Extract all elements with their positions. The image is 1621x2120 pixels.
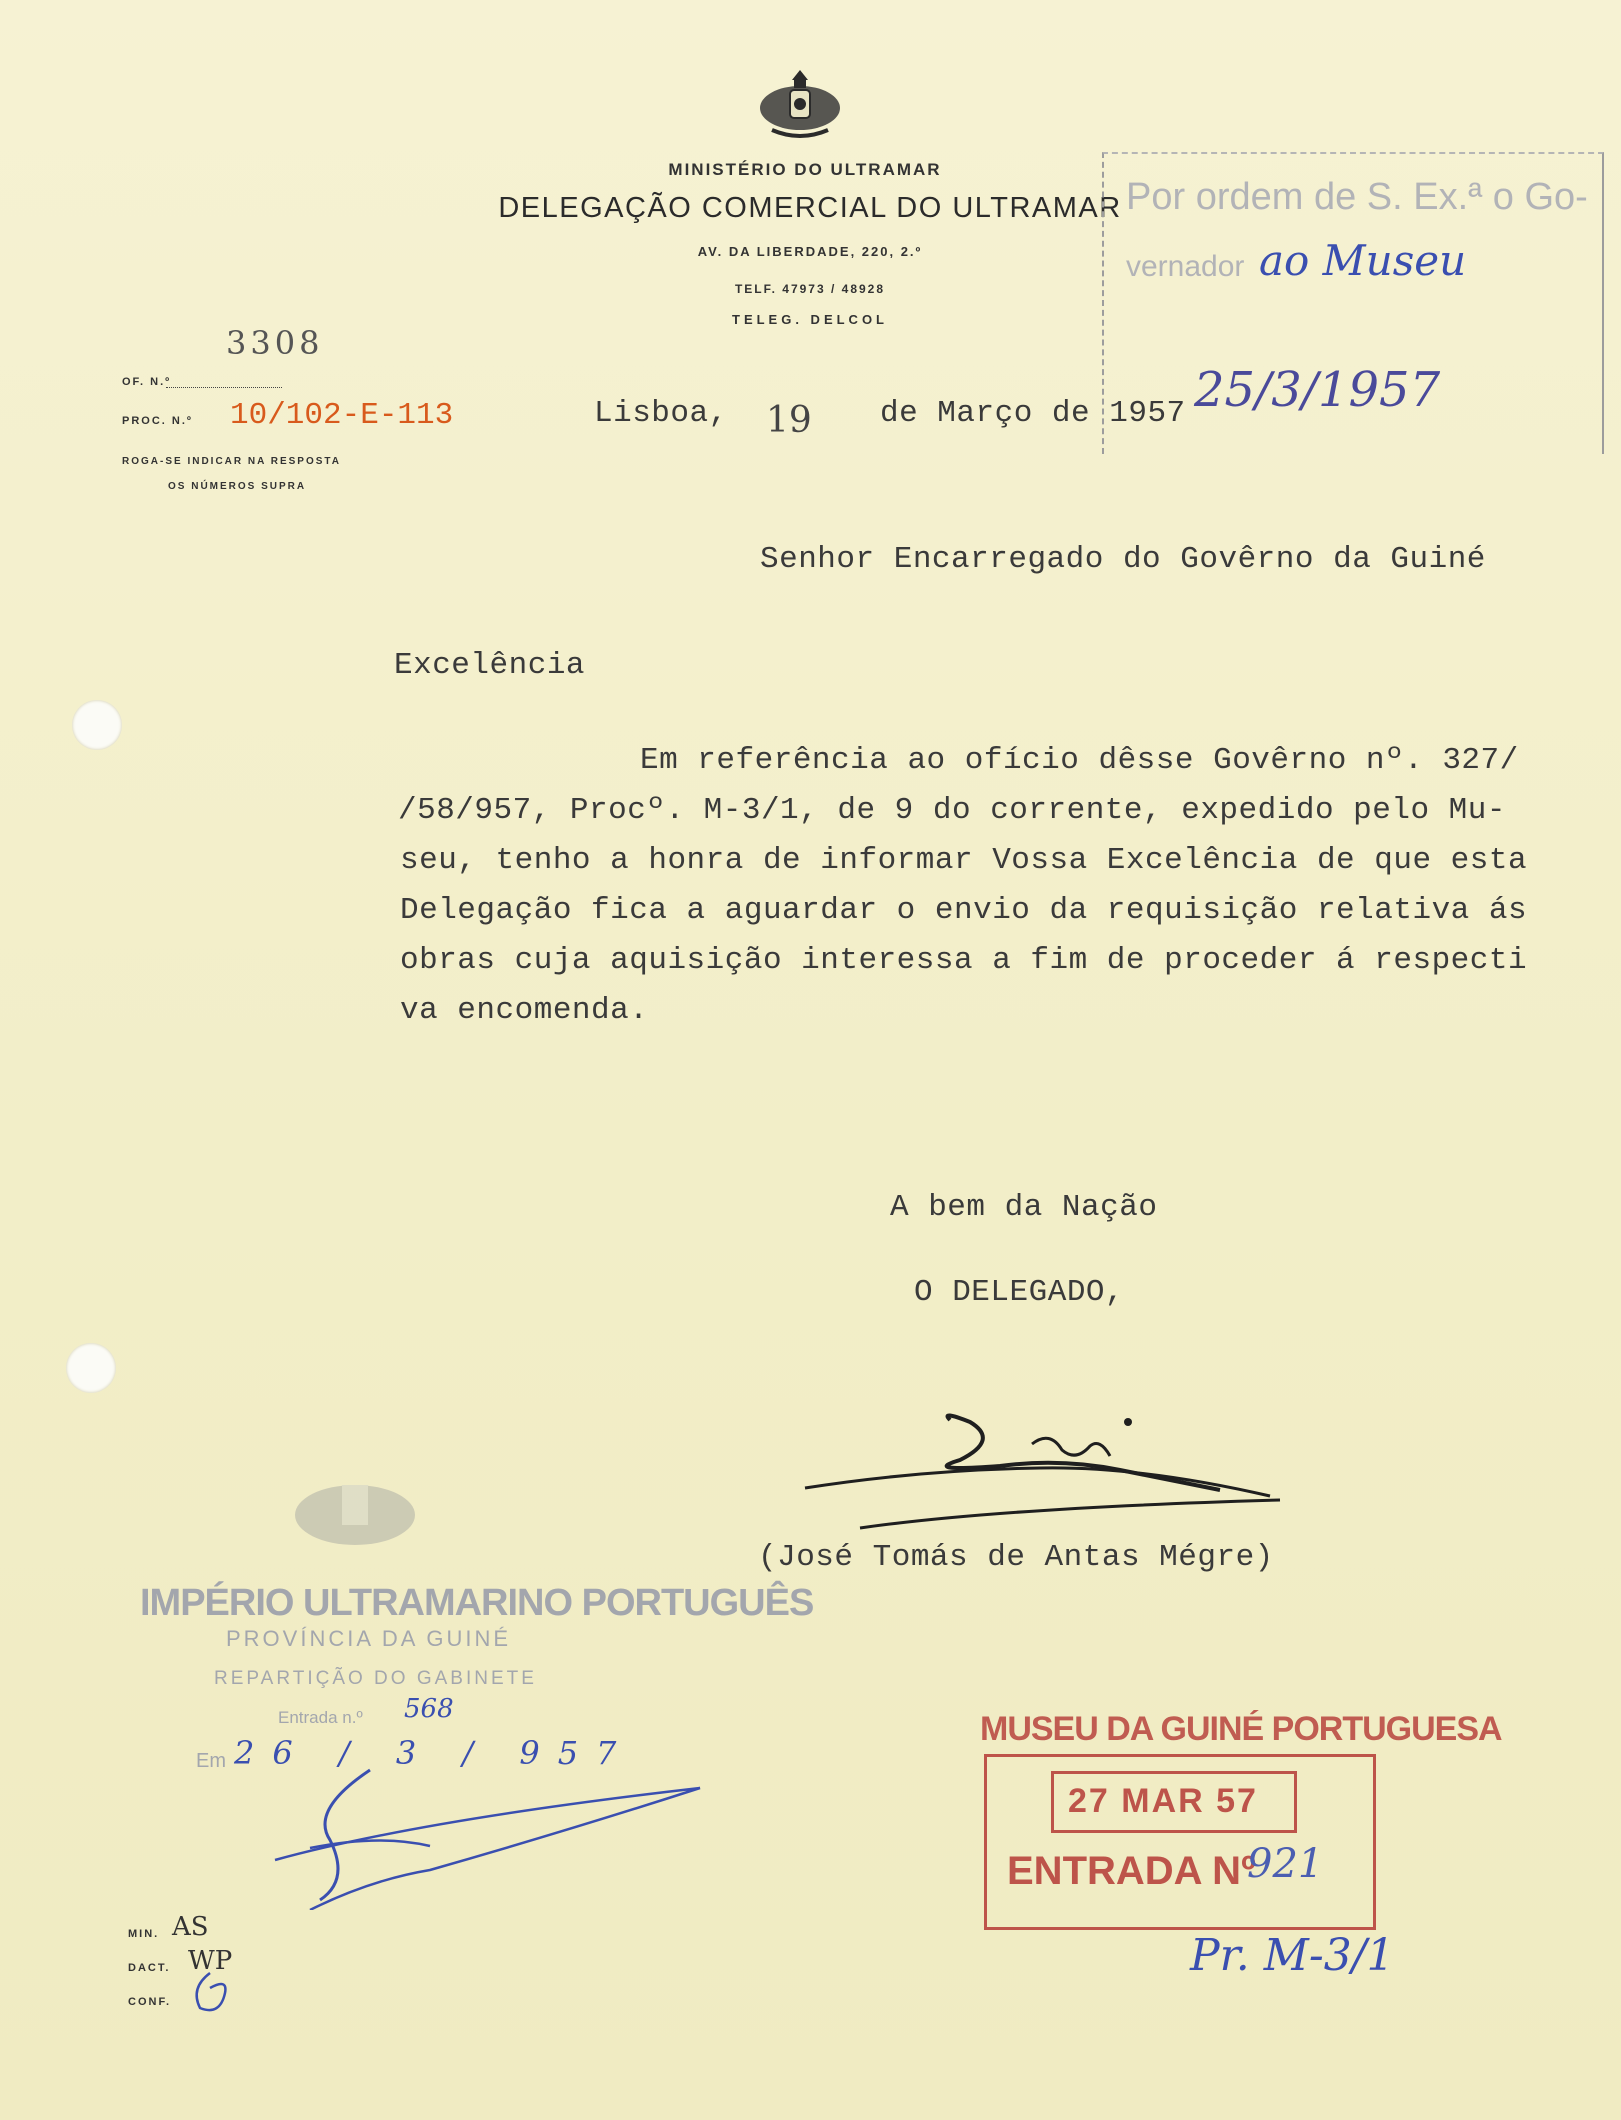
gray-stamp-line2: PROVÍNCIA DA GUINÉ [226,1626,512,1651]
telegram-line: TELEG. DELCOL [732,312,888,327]
conf-initial-mark [180,1968,240,2018]
min-label: MIN. [128,1928,160,1940]
reference-note-line1: ROGA-SE INDICAR NA RESPOSTA [122,456,342,467]
governor-order-date: 25/3/1957 [1194,362,1441,418]
delegation-heading: DELEGAÇÃO COMERCIAL DO ULTRAMAR [498,192,1122,224]
signatory-name: (José Tomás de Antas Mégre) [758,1540,1274,1575]
addressee: Senhor Encarregado do Govêrno da Guiné [760,542,1486,577]
proc-number: 10/102-E-113 [230,398,454,433]
governor-order-handwritten: ao Museu [1259,236,1467,285]
date-city: Lisboa, [594,396,728,431]
governor-order-line2: vernador [1126,250,1245,283]
museum-stamp-date-box [1051,1771,1297,1833]
address-line: AV. DA LIBERDADE, 220, 2.º [697,244,923,259]
museum-stamp-entrada-number: 921 [1247,1841,1324,1887]
of-number-label: OF. N.º [122,376,172,388]
ministry-heading: MINISTÉRIO DO ULTRAMAR [668,160,942,179]
of-number-line [166,387,282,388]
museum-stamp-entrada-label: ENTRADA Nº [1007,1849,1256,1893]
gray-stamp-date: 26 / 3 / 957 [234,1734,635,1772]
gray-stamp-line1: IMPÉRIO ULTRAMARINO PORTUGUÊS [140,1582,814,1624]
museum-stamp-box [984,1754,1376,1930]
museum-stamp-date: 27 MAR 57 [1068,1782,1258,1820]
gray-stamp-entrada-number: 568 [404,1694,454,1724]
dact-value: WP [188,1946,233,1976]
closing-motto: A bem da Nação [890,1190,1158,1225]
dact-label: DACT. [128,1962,171,1974]
date-month-year: de Março de 1957 [880,396,1186,431]
gray-emblem-icon [280,1465,430,1555]
gray-stamp-initial-signature [270,1750,730,1910]
proc-number-label: PROC. N.º [122,415,193,427]
museum-stamp-header: MUSEU DA GUINÉ PORTUGUESA [980,1710,1502,1748]
body-line-1: Em referência ao ofício dêsse Govêrno nº. 327/ [640,743,1519,778]
body-line-5: obras cuja aquisição interessa a fim de proceder á respecti [400,943,1528,978]
gray-stamp-line3: REPARTIÇÃO DO GABINETE [214,1668,537,1689]
body-line-2: /58/957, Procº. M-3/1, de 9 do corrente, expedido pelo Mu- [398,793,1506,828]
body-line-4: Delegação fica a aguardar o envio da requisição relativa ás [400,893,1528,928]
punch-hole-bottom [66,1343,116,1393]
of-number-handwritten: 3308 [226,324,324,362]
governor-order-line1: Por ordem de S. Ex.ª o Go- [1126,176,1588,218]
handwritten-process-reference: Pr. M-3/1 [1190,1930,1395,1981]
body-line-6: va encomenda. [400,993,649,1028]
gray-stamp-entrada-label: Entrada n.º [278,1708,363,1727]
delegate-signature [800,1400,1290,1540]
punch-hole-top [72,700,122,750]
date-day: 19 [766,400,812,441]
conf-label: CONF. [128,1996,171,2008]
body-line-3: seu, tenho a honra de informar Vossa Excelência de que esta [400,843,1528,878]
coat-of-arms-icon [752,68,848,144]
phone-line: TELF. 47973 / 48928 [734,282,886,296]
salutation: Excelência [394,648,586,683]
closing-title: O DELEGADO, [914,1275,1125,1310]
reference-note-line2: OS NÚMEROS SUPRA [168,481,307,492]
gray-stamp-em-label: Em [196,1750,226,1772]
min-value: AS [172,1912,209,1942]
